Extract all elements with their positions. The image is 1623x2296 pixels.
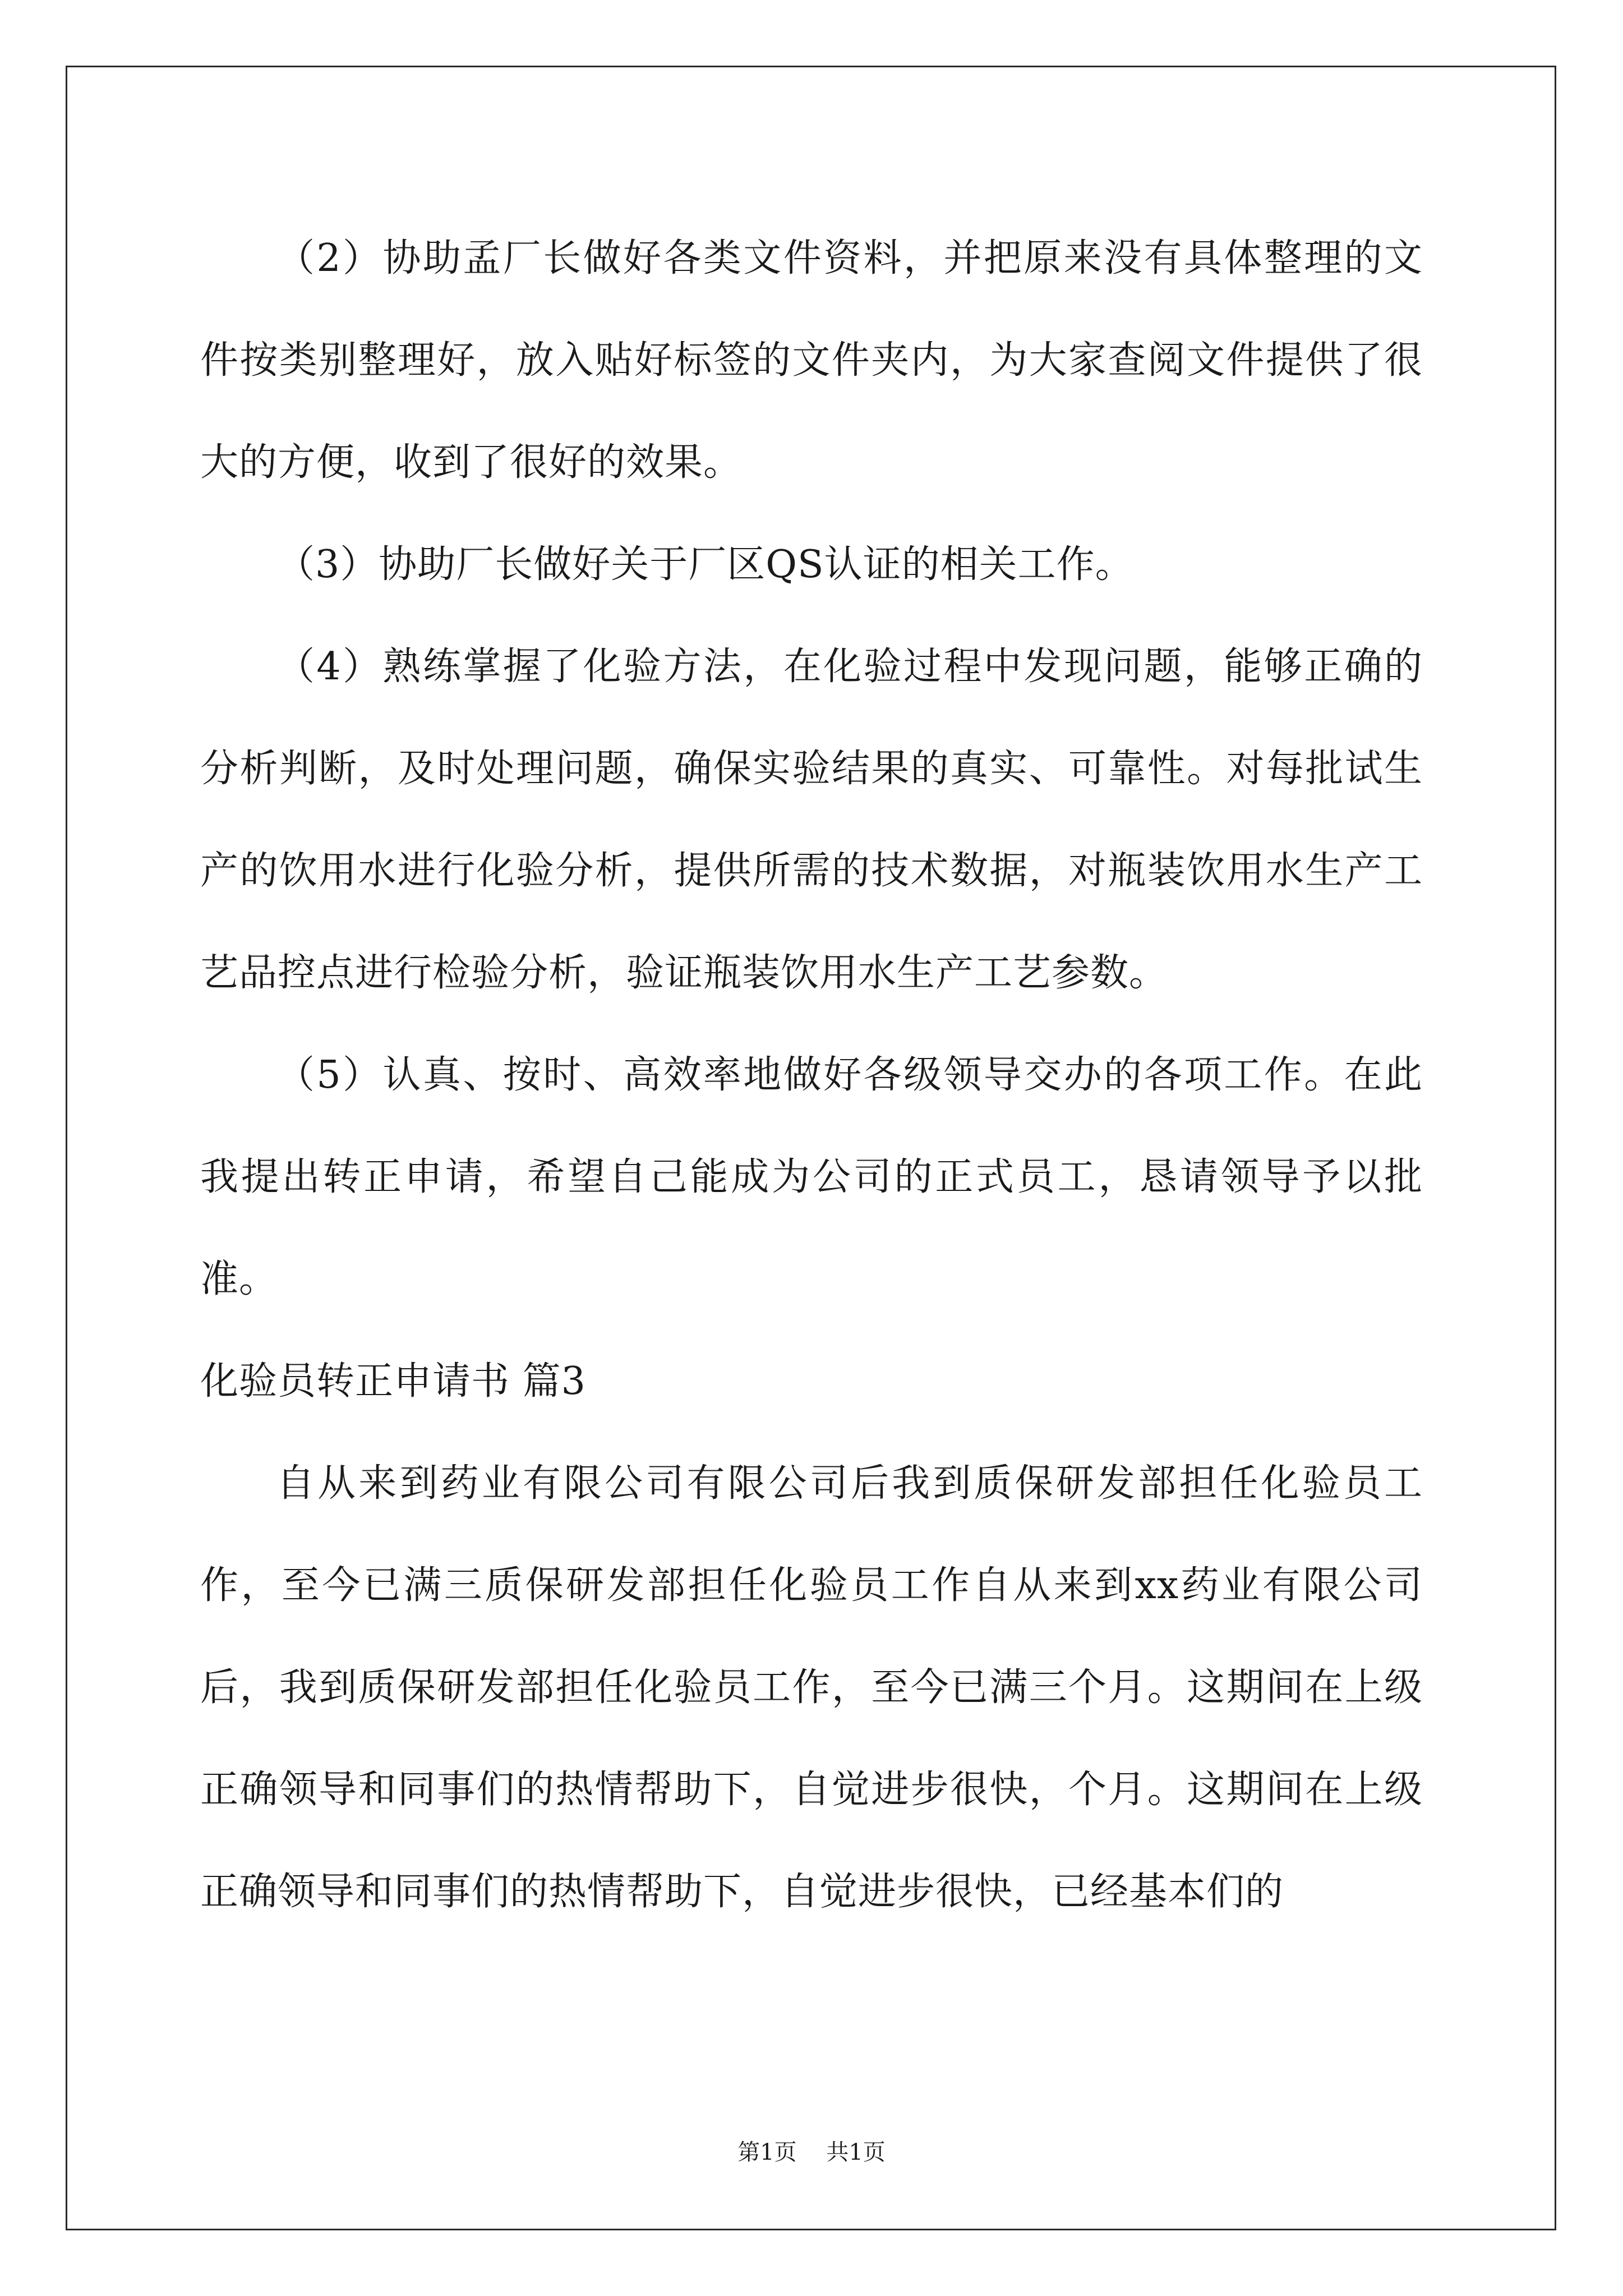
section-paragraph: 自从来到药业有限公司有限公司后我到质保研发部担任化验员工作，至今已满三质保研发部担任化验员工作自从来到xx药业有限公司后，我到质保研发部担任化验员工作，至今已满三个月。这期间在上级正确领导和同事们的热情帮助下，自觉进步很快，个月。这期间在上级正确领导和同事们的热情帮助下，自觉进步很快，已经基本们的: [200, 1461, 1423, 1914]
document-body: [200, 208, 1423, 1943]
page-total: 共1页: [826, 2139, 886, 2165]
paragraph-item-5: （5）认真、按时、高效率地做好各级领导交办的各项工作。在此我提出转正申请，希望自己能成为公司的正式员工，恳请领导予以批准。: [200, 1053, 1423, 1301]
paragraph-item-3: （3）协助厂长做好关于厂区QS认证的相关工作。: [276, 542, 1134, 587]
paragraph-item-2: （2）协助孟厂长做好各类文件资料，并把原来没有具体整理的文件按类别整理好，放入贴好标签的文件夹内，为大家查阅文件提供了很大的方便，收到了很好的效果。: [200, 236, 1423, 485]
page-footer: [0, 2134, 1623, 2166]
paragraph-item-4: （4）熟练掌握了化验方法，在化验过程中发现问题，能够正确的分析判断，及时处理问题，确保实验结果的真实、可靠性。对每批试生产的饮用水进行化验分析，提供所需的技术数据，对瓶装饮用水生产工艺品控点进行检验分析，验证瓶装饮用水生产工艺参数。: [200, 645, 1423, 995]
page-number: 第1页: [737, 2139, 797, 2165]
section-heading: 化验员转正申请书 篇3: [200, 1359, 586, 1404]
